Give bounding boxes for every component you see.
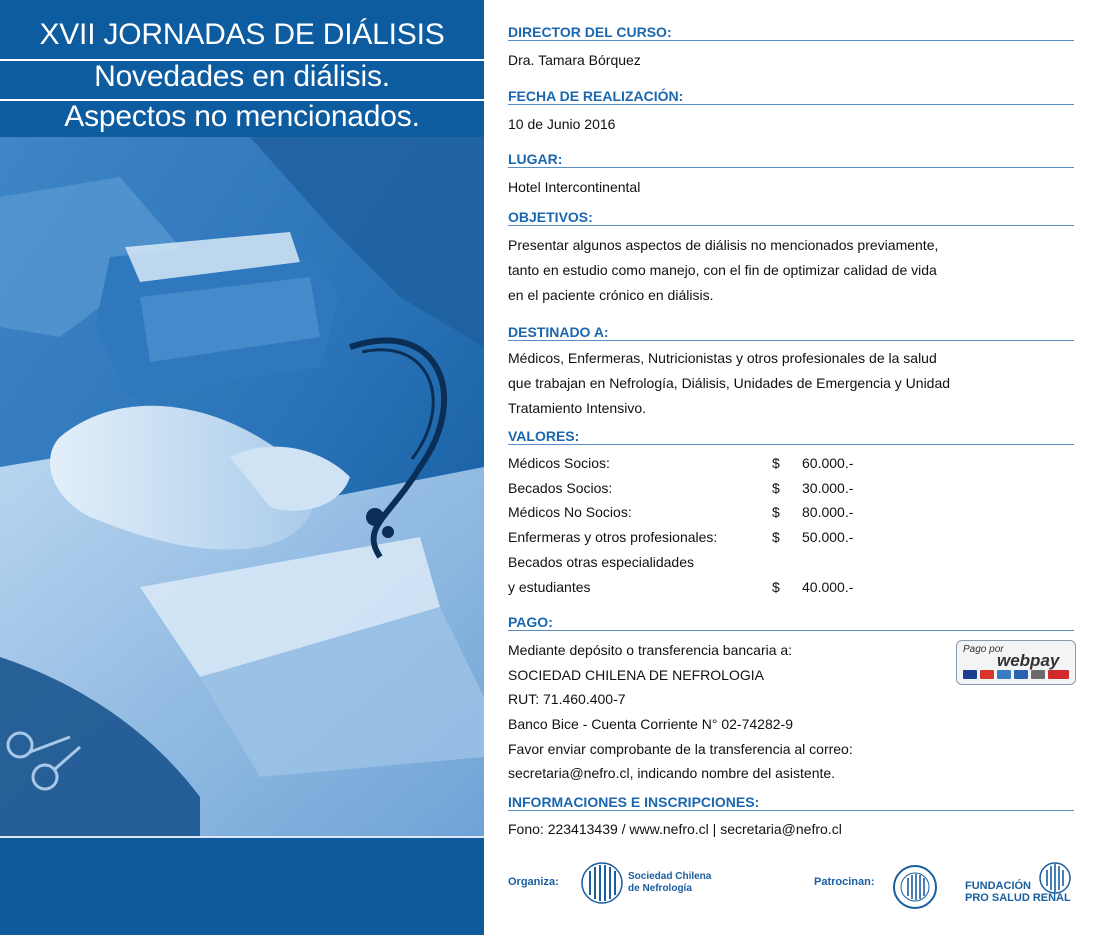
fecha-value: 10 de Junio 2016 — [508, 116, 616, 132]
sponsor-seal-icon — [892, 864, 938, 910]
bottom-band — [0, 838, 484, 935]
fundacion-logo-text — [965, 880, 1071, 904]
price-row — [508, 451, 908, 476]
mastercard-icon — [980, 670, 994, 679]
price-label: Becados otras especialidades — [508, 554, 695, 570]
destinado-line: Médicos, Enfermeras, Nutricionistas y otros profesionales de la salud — [508, 350, 937, 366]
pago-heading: PAGO: — [508, 614, 553, 630]
destinado-heading: DESTINADO A: — [508, 324, 609, 340]
diners-icon — [1031, 670, 1045, 679]
section-rule — [508, 104, 1074, 105]
objetivos-line: tanto en estudio como manejo, con el fin de optimizar calidad de vida — [508, 262, 937, 278]
director-heading: DIRECTOR DEL CURSO: — [508, 24, 672, 40]
price-label: Becados Socios: — [508, 480, 613, 496]
price-amount: 50.000.- — [802, 529, 854, 545]
price-currency: $ — [772, 579, 780, 595]
destinado-line: que trabajan en Nefrología, Diálisis, Unidades de Emergencia y Unidad — [508, 375, 951, 391]
price-currency: $ — [772, 504, 780, 520]
sociedad-logo-line1: Sociedad Chilena — [628, 871, 712, 882]
sociedad-logo-line2: de Nefrología — [628, 883, 692, 894]
section-rule — [508, 444, 1074, 445]
objetivos-heading: OBJETIVOS: — [508, 209, 593, 225]
price-currency: $ — [772, 480, 780, 496]
left-panel — [0, 0, 484, 935]
lugar-value: Hotel Intercontinental — [508, 179, 641, 195]
price-row — [508, 525, 908, 550]
section-rule — [508, 40, 1074, 41]
organiza-label: Organiza: — [508, 876, 559, 888]
fecha-heading: FECHA DE REALIZACIÓN: — [508, 88, 684, 104]
webpay-logo-text: webpay — [997, 651, 1060, 670]
price-currency: $ — [772, 455, 780, 471]
amex-icon — [1014, 670, 1028, 679]
webpay-badge — [956, 640, 1076, 685]
section-rule — [508, 630, 1074, 631]
lugar-heading: LUGAR: — [508, 151, 563, 167]
price-row — [508, 575, 908, 600]
sociedad-logo-text — [628, 871, 711, 895]
price-amount: 30.000.- — [802, 480, 854, 496]
destinado-line: Tratamiento Intensivo. — [508, 400, 646, 416]
director-value: Dra. Tamara Bórquez — [508, 52, 641, 68]
pago-line: Banco Bice - Cuenta Corriente N° 02-74282-9 — [508, 716, 793, 732]
dialysis-procedure-image — [0, 137, 484, 837]
price-label: Médicos No Socios: — [508, 504, 632, 520]
price-row — [508, 500, 908, 525]
patrocinan-label: Patrocinan: — [814, 876, 875, 888]
price-amount: 60.000.- — [802, 455, 854, 471]
pago-line: Favor enviar comprobante de la transferencia al correo: — [508, 741, 853, 757]
price-currency: $ — [772, 529, 780, 545]
valores-heading: VALORES: — [508, 428, 580, 444]
objetivos-line: Presentar algunos aspectos de diálisis no mencionados previamente, — [508, 237, 939, 253]
visa-icon — [963, 670, 977, 679]
pago-line: secretaria@nefro.cl, indicando nombre del asistente. — [508, 765, 836, 781]
magna-icon — [997, 670, 1011, 679]
fundacion-logo-line1: FUNDACIÓN — [965, 880, 1031, 892]
fundacion-logo-line2: PRO SALUD RENAL — [965, 892, 1071, 904]
title-block — [0, 0, 484, 137]
informaciones-heading: INFORMACIONES E INSCRIPCIONES: — [508, 794, 760, 810]
sociedad-chilena-logo-icon — [580, 861, 624, 905]
price-label: y estudiantes — [508, 579, 591, 595]
event-title: XVII JORNADAS DE DIÁLISIS — [39, 18, 445, 51]
price-amount: 80.000.- — [802, 504, 854, 520]
medical-photo — [0, 137, 484, 837]
price-label: Médicos Socios: — [508, 455, 610, 471]
section-rule — [508, 167, 1074, 168]
pago-line: RUT: 71.460.400-7 — [508, 691, 626, 707]
section-rule — [508, 810, 1074, 811]
price-amount: 40.000.- — [802, 579, 854, 595]
section-rule — [508, 340, 1074, 341]
price-row — [508, 550, 908, 575]
pago-line: Mediante depósito o transferencia bancaria a: — [508, 642, 793, 658]
price-row — [508, 476, 908, 501]
event-subtitle-line2: Aspectos no mencionados. — [64, 100, 420, 133]
card-logos — [963, 670, 1069, 679]
contact-info: Fono: 223413439 / www.nefro.cl | secretaria@nefro.cl — [508, 821, 842, 837]
pago-line: SOCIEDAD CHILENA DE NEFROLOGIA — [508, 667, 764, 683]
objetivos-line: en el paciente crónico en diálisis. — [508, 287, 714, 303]
event-subtitle-line1: Novedades en diálisis. — [94, 60, 390, 93]
price-label: Enfermeras y otros profesionales: — [508, 529, 718, 545]
webpay-small-label: Pago por — [963, 644, 1004, 655]
section-rule — [508, 225, 1074, 226]
redcompra-icon — [1048, 670, 1069, 679]
right-panel — [508, 0, 1078, 935]
